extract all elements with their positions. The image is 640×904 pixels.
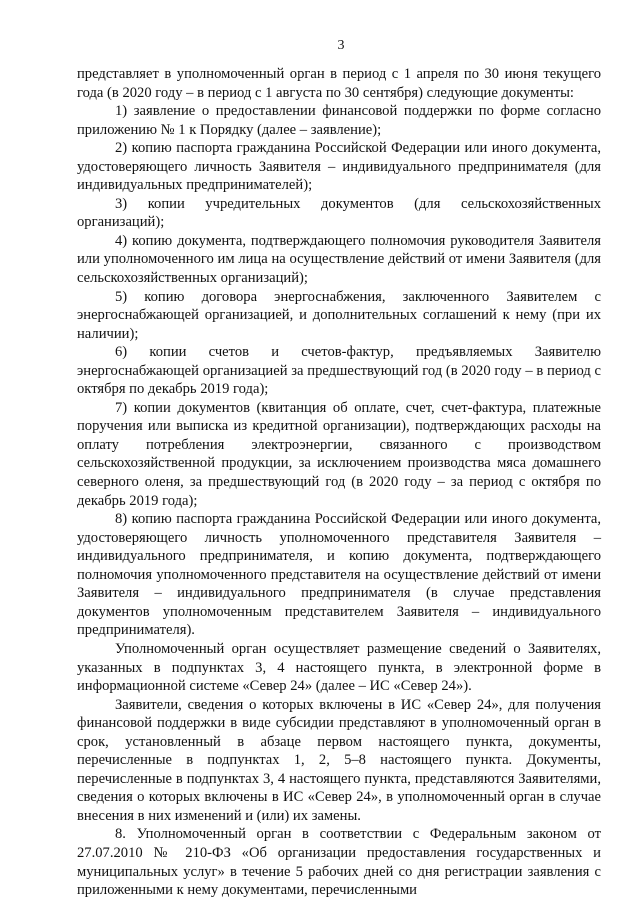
list-item-4: 4) копию документа, подтверждающего полномочия руководителя Заявителя или уполномоченного им лица на осуществление действий от имени Заявителя (для сельскохозяйственных организаций); xyxy=(77,232,601,287)
paragraph-section-8: 8. Уполномоченный орган в соответствии с Федеральным законом от 27.07.2010 № 210-ФЗ «Об организации предоставления государственных и муниципальных услуг» в течение 5 рабочих дней со дня регистрации заявления с приложенными к нему документами, перечисленными xyxy=(77,826,601,899)
list-item-1: 1) заявление о предоставлении финансовой поддержки по форме согласно приложению № 1 к Порядку (далее – заявление); xyxy=(77,103,601,138)
list-item-3: 3) копии учредительных документов (для сельскохозяйственных организаций); xyxy=(77,195,601,231)
list-item-5: 5) копию договора энергоснабжения, заключенного Заявителем с энергоснабжающей организацией, и дополнительных соглашений к нему (при их наличии); xyxy=(77,288,601,342)
paragraph-placement: Уполномоченный орган осуществляет размещение сведений о Заявителях, указанных в подпунктах 3, 4 настоящего пункта, в электронной форме в информационной системе «Север 24» (далее – ИС «Север 24»). xyxy=(77,640,601,695)
list-item-8: 8) копию паспорта гражданина Российской Федерации или иного документа, удостоверяющего личность уполномоченного представителя Заявителя – индивидуального предпринимателя, и копию документа, подтверждающего полномочия уполномоченного представителя на осуществление действий от имени Заявителя – индивидуального предпринимателя (в случае представления документов уполномоченным представителем Заявителя – индивидуального предпринимателя). xyxy=(77,511,601,639)
list-item-7: 7) копии документов (квитанция об оплате, счет, счет-фактура, платежные поручения или выписка из кредитной организации), подтверждающих расходы на оплату потребления электроэнергии, связанного с производством сельскохозяйственной продукции, за исключением производства мяса домашнего северного оленя, за предшествующий год (в 2020 году – за период с октября по декабрь 2019 года); xyxy=(77,399,601,509)
list-item-6: 6) копии счетов и счетов-фактур, предъявляемых Заявителю энергоснабжающей организацией за предшествующий год (в 2020 году – в период с октября по декабрь 2019 года); xyxy=(77,344,601,398)
paragraph-continuation: представляет в уполномоченный орган в период с 1 апреля по 30 июня текущего года (в 2020 году – в период с 1 августа по 30 сентября) следующие документы: xyxy=(77,66,601,101)
paragraph-applicants: Заявители, сведения о которых включены в ИС «Север 24», для получения финансовой поддержки в виде субсидии представляют в уполномоченный орган в срок, установленный в абзаце первом настоящего пункта, документы, перечисленные в подпунктах 1, 2, 5–8 настоящего пункта. Документы, перечисленные в подпунктах 3, 4 настоящего пункта, представляются Заявителями, сведения о которых включены в ИС «Север 24», в уполномоченный орган в случае внесения в них изменений и (или) их замены. xyxy=(77,696,601,824)
page-number: 3 xyxy=(337,38,345,53)
list-item-2: 2) копию паспорта гражданина Российской Федерации или иного документа, удостоверяющего личность Заявителя – индивидуального предпринимателя (для индивидуальных предпринимателей); xyxy=(77,140,601,194)
body-text xyxy=(77,65,601,900)
